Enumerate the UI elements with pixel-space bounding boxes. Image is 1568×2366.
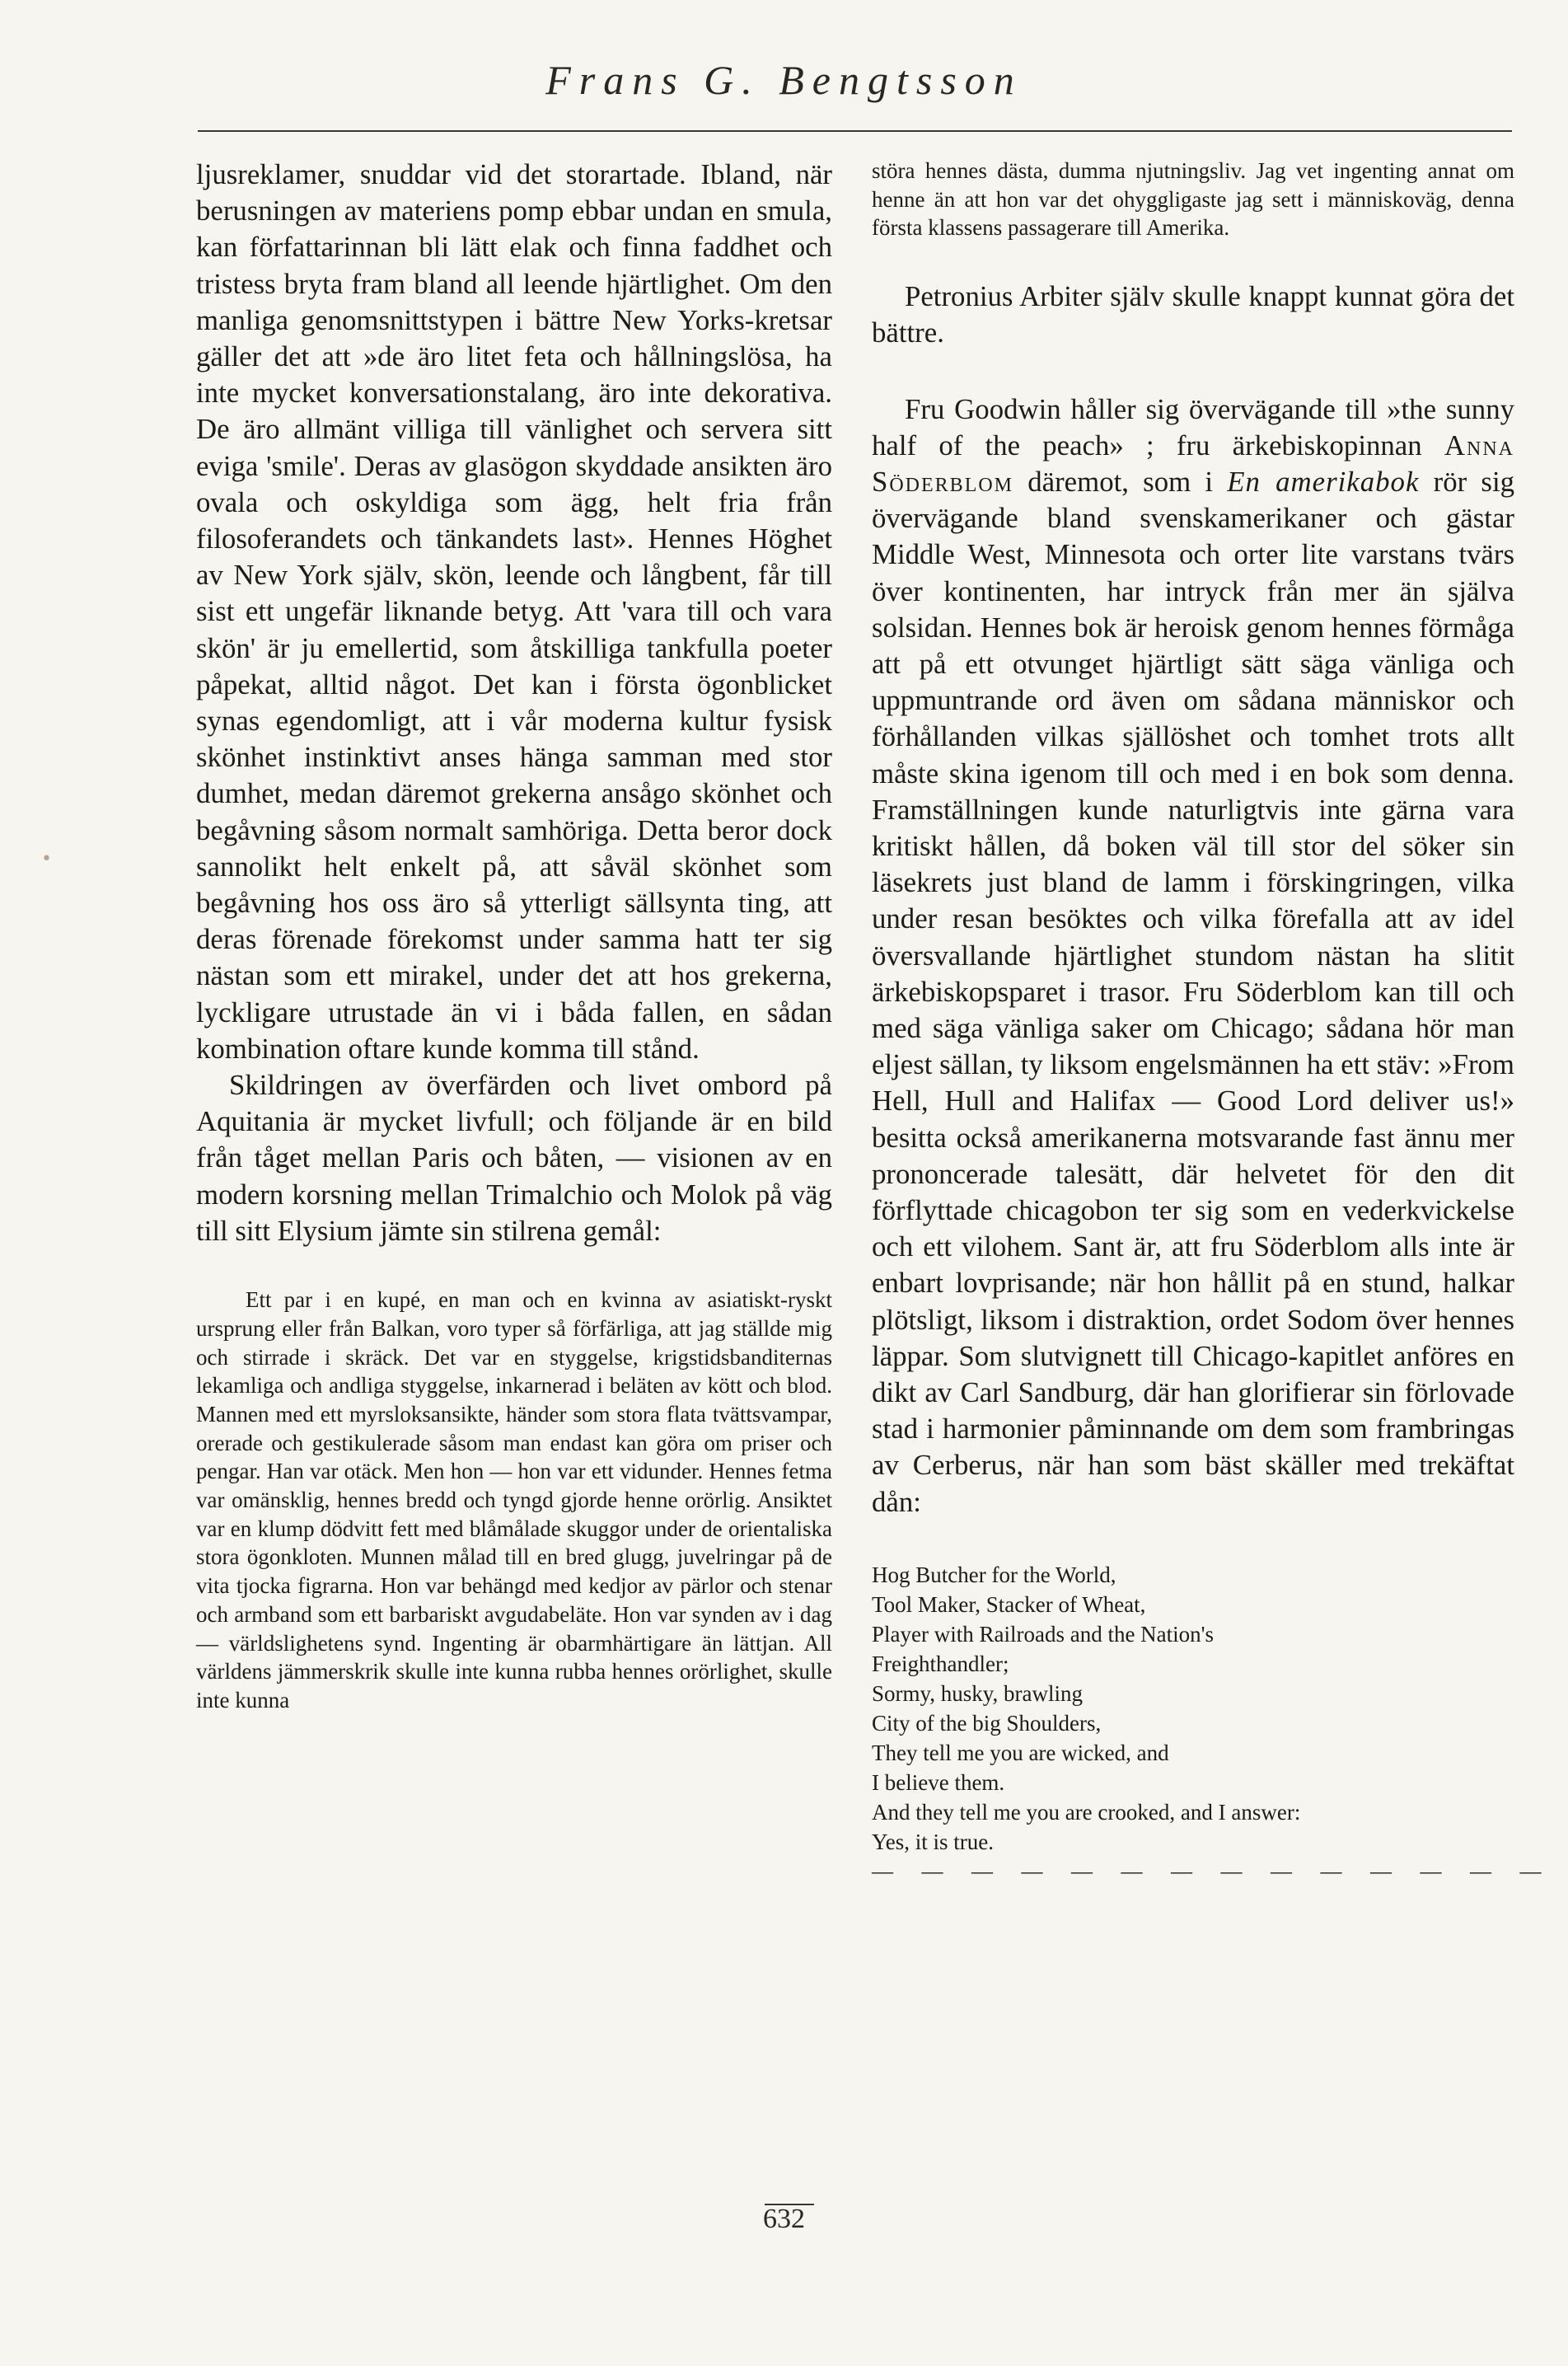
poem-block [872, 1560, 1553, 1886]
poem-line: And they tell me you are crooked, and I answer: [872, 1799, 1301, 1825]
poem-dashes: — — — — — — — — — — — — — — [872, 1858, 1553, 1883]
left-body-text [196, 157, 832, 1249]
page-number: 632 [763, 2204, 805, 2234]
running-header [0, 56, 1568, 122]
author-name: Anna Söderblom [872, 429, 1514, 498]
poem-line: Yes, it is true. [872, 1829, 995, 1854]
right-column [872, 157, 1553, 1886]
main-paragraph [872, 391, 1514, 1520]
body-paragraph: Skildringen av överfärden och livet ombord på Aquitania är mycket livfull; och följande är en bild från tåget mellan Paris och båten, — visionen av en modern korsning mellan Trimalchio och Molok på väg till sitt Elysium jämte sin stilrena gemål: [196, 1069, 832, 1247]
quotation-text: Ett par i en kupé, en man och en kvinna av asiatiskt-ryskt ursprung eller från Balkan, voro typer så förfärliga, att jag ställde mig och stirrade i skräck. Det var en styggelse, krigstidsbanditernas lekamliga och andliga styggelse, inkarnerad i beläten av kött och blod. Mannen med ett myrsloksansikte, händer som stora flata tvättsvampar, orerade och gestikulerade såsom man endast kan göra om priser och pengar. Han var otäck. Men hon — hon var ett vidunder. Hennes fetma var omänsklig, hennes bredd och tyngd gjorde henne orörlig. Ansiktet var en klump dödvitt fett med blåmålade skuggor under de orientaliska stora ögonkloten. Munnen målad till en bred glugg, juvelringar på de vita tjocka figrarna. Hon var behängd med kedjor av pärlor och stenar och armband som ett barbariskt avgudabeläte. Hon var synden av i dag — världslighetens synd. Ingenting är obarmhärtigare än lättjan. All världens jämmerskrik skulle inte kunna rubba hennes orörlighet, skulle inte kunna [196, 1287, 832, 1712]
poem-line: Player with Railroads and the Nation's [872, 1621, 1215, 1647]
poem-line: City of the big Shoulders, [872, 1710, 1102, 1736]
main-paragraph-part3: rör sig övervägande bland svenskamerikaner och gästar Middle West, Minnesota och orter lite varstans tvärs över kontinenten, har intryck från mer än själva solsidan. Hennes bok är heroisk genom hennes förmåga att på ett otvunget hjärtligt sätt säga vänliga och uppmuntrande ord även om sådana människor och förhållanden vilkas själlöshet och tomhet trots allt måste skina igenom till och med i en bok som denna. Framställningen kunde naturligtvis inte gärna vara kritiskt hållen, då boken väl till stor del söker sin läsekrets just bland de lamm i förskingringen, vilka under resan besöktes och vilka förefalla att av idel översvallande hjärtlighet stundom nästan ha slitit ärkebiskopsparet i trasor. Fru Söderblom kan till och med säga vänliga saker om Chicago; sådana hör man eljest sällan, ty liksom engelsmännen ha ett stäv: »From Hell, Hull and Halifax — Good Lord deliver us!» besitta också amerikanerna motsvarande fast ännu mer prononcerade talesätt, där helvetet för den dit förflyttade chicagobon ter sig som en vederkvickelse och ett vilohem. Sant är, att fru Söderblom alls inte är enbart lovprisande; när hon hållit på en stund, halkar plötsligt, liksom i distraktion, ordet Sodom över hennes läppar. Som slutvignett till Chicago-kapitlet anföres en dikt av Carl Sandburg, där han glorifierar sin förlovade stad i harmonier påminnande om dem som frambringas av Cerberus, när han som bäst skäller med trekäftat dån: [872, 465, 1515, 1518]
petronius-paragraph: Petronius Arbiter själv skulle knappt kunnat göra det bättre. [872, 280, 1514, 349]
book-title: En amerikabok [1227, 465, 1420, 498]
body-paragraph: ljusreklamer, snuddar vid det storartade. Ibland, när berusningen av materiens pomp ebbar undan en smula, kan författarinnan bli lätt elak och finna faddhet och tristess bryta fram bland all leende hjärtlighet. Om den manliga genomsnittstypen i bättre New Yorks-kretsar gäller det att »de äro litet feta och hållningslösa, ha inte mycket konversationstalang, äro inte dekorativa. De äro allmänt villiga till vänlighet och servera sitt eviga 'smile'. Deras av glasögon skyddade ansikten äro ovala och oskyldiga som ägg, helt fria från filosoferandets och tänkandets last». Hennes Höghet av New York själv, skön, leende och långbent, får till sist ett ungefär liknande betyg. Att 'vara till och vara skön' är ju emellertid, som åtskilliga tankfulla poeter påpekat, alltid något. Det kan i första ögonblicket synas egendomligt, att i vår moderna kultur fysisk skönhet instinktivt anses hänga samman med stor dumhet, medan däremot grekerna ansågo skönhet och begåvning såsom normalt samhöriga. Detta beror dock sannolikt helt enkelt på, att såväl skönhet som begåvning hos oss äro så ytterligt sällsynta ting, att deras förenade förekomst under samma hatt ter sig nästan som ett mirakel, under det att hos grekerna, lyckligare utrustade än vi i båda fallen, en sådan kombination oftare kunde komma till stånd. [196, 158, 832, 1065]
poem-line: I believe them. [872, 1769, 1005, 1795]
poem-line: Hog Butcher for the World, [872, 1562, 1116, 1587]
header-rule [198, 130, 1512, 132]
quotation-continuation [872, 157, 1514, 242]
left-column [196, 157, 832, 1715]
poem-line: Freighthandler; [872, 1651, 1009, 1676]
quotation-end-text: störa hennes dästa, dumma njutningsliv. Jag vet ingenting annat om henne än att hon var det ohyggligaste jag sett i människoväg, denna första klassens passagerare till Amerika. [872, 158, 1514, 241]
poem-line: They tell me you are wicked, and [872, 1740, 1169, 1765]
right-body-text [872, 279, 1514, 1520]
page-footer [0, 2204, 1568, 2235]
poem-line: Tool Maker, Stacker of Wheat, [872, 1591, 1146, 1617]
quotation-block [196, 1286, 832, 1715]
main-paragraph-part1: Fru Goodwin håller sig övervägande till »the sunny half of the peach» ; fru ärkebiskopinnan [872, 392, 1514, 461]
poem-line: Sormy, husky, brawling [872, 1680, 1083, 1706]
main-paragraph-part2: däremot, som i [1027, 465, 1214, 498]
page-number-overline [765, 2204, 814, 2205]
margin-mark-icon: • [41, 849, 52, 869]
running-title: Frans G. Bengtsson [545, 57, 1023, 103]
